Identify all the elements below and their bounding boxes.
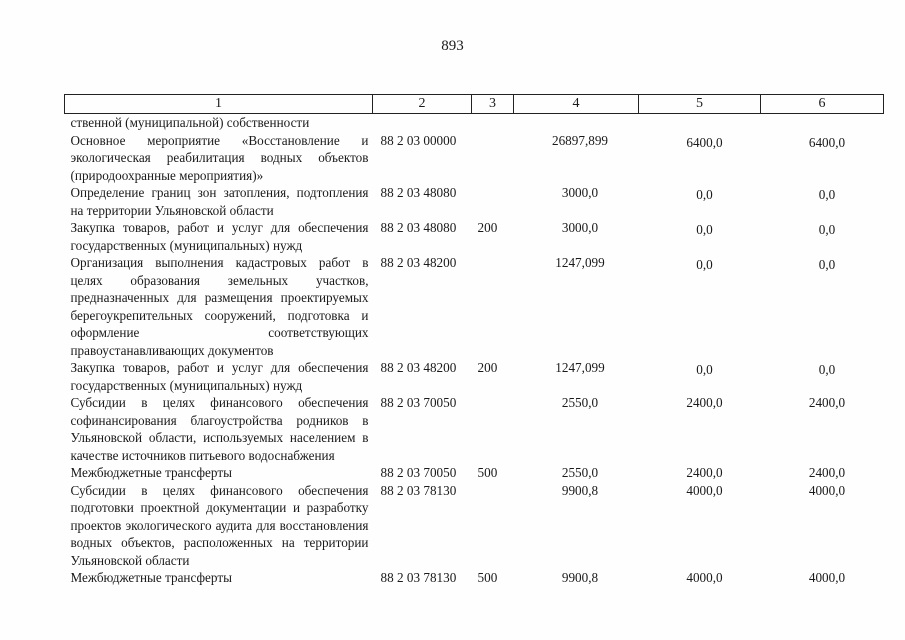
row-value-4: 3000,0 [561,185,599,200]
row-vr: 500 [477,570,498,585]
header-col-1: 1 [65,95,373,114]
table-header-row [65,95,884,114]
header-col-6: 6 [761,95,884,114]
row-value-6: 6400,0 [808,134,846,150]
table-row [65,254,884,359]
row-vr [472,132,514,185]
row-value-5: 2400,0 [686,395,723,410]
table-row [65,394,884,464]
row-value-6 [761,114,884,132]
table-row [65,219,884,254]
row-name: Основное мероприятие «Восстановление и экологическая реабилитация водных объектов (природоохранные мероприятия)» [70,132,369,183]
row-value-6: 0,0 [818,257,836,272]
table-row [65,359,884,394]
row-name: Организация выполнения кадастровых работ в целях образования земельных участков, предназначенных для размещения проектируемых берегоукрепительных сооружений, подготовка и оформление соответствующих правоустанавливающих документов [70,255,369,358]
row-value-5: 0,0 [696,362,713,377]
table-row [65,482,884,570]
table-row [65,184,884,219]
table-row [65,114,884,132]
row-value-5: 4000,0 [686,482,723,498]
row-vr [472,114,514,132]
row-code: 88 2 03 48200 [380,360,457,375]
row-vr [472,394,514,464]
header-col-5: 5 [639,95,761,114]
row-value-4: 2550,0 [561,395,599,410]
row-code: 88 2 03 78130 [380,482,457,498]
row-value-4: 3000,0 [561,220,599,235]
row-value-4: 9900,8 [561,570,599,585]
row-vr: 200 [477,360,498,375]
row-value-5: 0,0 [696,187,713,202]
row-value-5: 0,0 [696,257,713,272]
row-value-6: 2400,0 [808,395,846,410]
row-vr: 500 [477,465,498,480]
row-value-5: 0,0 [696,222,713,237]
row-name: Субсидии в целях финансового обеспечения подготовки проектной документации и разработку проектов экологического аудита для восстановления водных объектов, расположенных на территории Ульяновской области [70,482,369,568]
row-code: 88 2 03 78130 [380,570,457,585]
row-value-5: 6400,0 [686,134,723,150]
row-code: 88 2 03 48080 [380,220,457,235]
row-vr [472,184,514,219]
row-code: 88 2 03 70050 [380,465,457,480]
row-value-4 [514,114,639,132]
row-vr [472,482,514,570]
row-vr: 200 [477,220,498,235]
table-row [65,569,884,587]
row-value-4: 1247,099 [555,360,605,375]
row-name: Субсидии в целях финансового обеспечения софинансирования благоустройства родников в Ульяновской области, используемых населением в качестве источников питьевого водоснабжения [70,395,369,463]
table-row [65,464,884,482]
row-name: Закупка товаров, работ и услуг для обеспечения государственных (муниципальных) нужд [70,360,369,393]
row-code: 88 2 03 70050 [380,395,457,410]
row-value-5 [639,114,761,132]
row-name: Межбюджетные трансферты [70,570,232,585]
row-name: Межбюджетные трансферты [70,465,232,480]
row-value-6: 2400,0 [808,465,846,480]
row-value-5: 2400,0 [686,465,723,480]
row-vr [472,254,514,359]
row-name: ственной (муниципальной) собственности [70,115,310,130]
row-value-4: 26897,899 [551,132,609,148]
row-value-6: 0,0 [818,187,836,202]
row-name: Закупка товаров, работ и услуг для обеспечения государственных (муниципальных) нужд [70,220,369,253]
row-name: Определение границ зон затопления, подтопления на территории Ульяновской области [70,185,369,218]
header-col-3: 3 [472,95,514,114]
budget-table [64,94,884,587]
row-value-4: 9900,8 [561,482,599,498]
row-value-4: 2550,0 [561,465,599,480]
row-code: 88 2 03 00000 [380,132,457,148]
row-code: 88 2 03 48200 [380,255,457,270]
header-col-2: 2 [373,95,472,114]
row-value-5: 4000,0 [686,570,723,585]
row-code: 88 2 03 48080 [380,185,457,200]
row-code [373,114,472,132]
row-value-6: 0,0 [818,362,836,377]
row-value-6: 0,0 [818,222,836,237]
row-value-6: 4000,0 [808,482,846,498]
row-value-6: 4000,0 [808,570,846,585]
page-number: 893 [441,38,464,54]
header-col-4: 4 [514,95,639,114]
row-value-4: 1247,099 [555,255,605,270]
table-row [65,132,884,185]
